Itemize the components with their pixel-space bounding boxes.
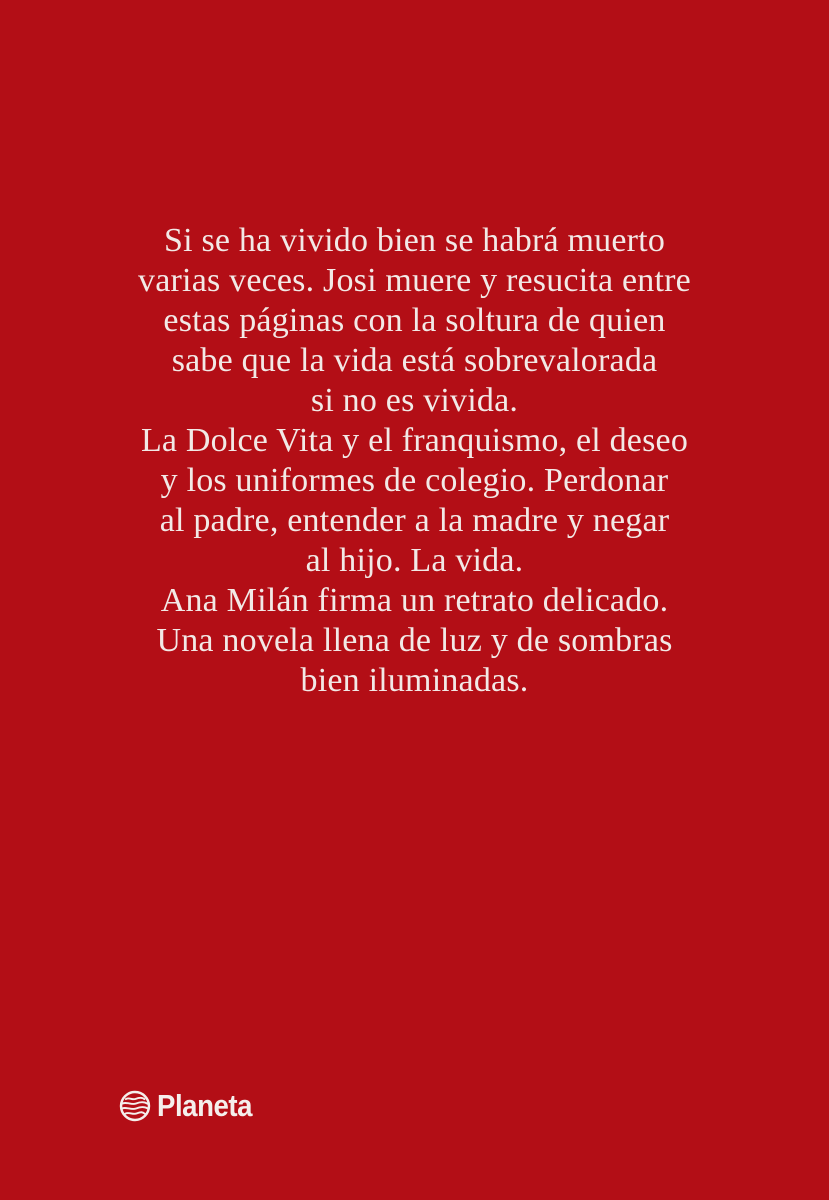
blurb-line: La Dolce Vita y el franquismo, el deseo [140, 422, 689, 459]
planeta-globe-icon [119, 1090, 151, 1122]
blurb-line: y los uniformes de colegio. Perdonar [160, 462, 669, 499]
planeta-wordmark: Planeta [157, 1088, 253, 1123]
blurb-line: varias veces. Josi muere y resucita entre [138, 262, 691, 299]
blurb-line: al padre, entender a la madre y negar [159, 502, 670, 539]
blurb-line: Una novela llena de luz y de sombras [156, 622, 673, 659]
blurb-paragraph [75, 621, 755, 701]
planeta-logo [119, 1090, 264, 1122]
blurb-line: Si se ha vivido bien se habrá muerto [163, 222, 666, 259]
blurb-line: bien iluminadas. [300, 662, 529, 699]
blurb-line: Ana Milán firma un retrato delicado. [160, 582, 669, 619]
blurb-paragraph [75, 421, 755, 581]
blurb-line: al hijo. La vida. [305, 542, 524, 579]
blurb-paragraph [75, 581, 755, 621]
blurb-line: si no es vivida. [310, 382, 519, 419]
blurb-line: sabe que la vida está sobrevalorada [171, 342, 658, 379]
blurb-paragraph [75, 221, 755, 421]
back-cover-blurb [75, 221, 755, 701]
blurb-line: estas páginas con la soltura de quien [163, 302, 666, 339]
